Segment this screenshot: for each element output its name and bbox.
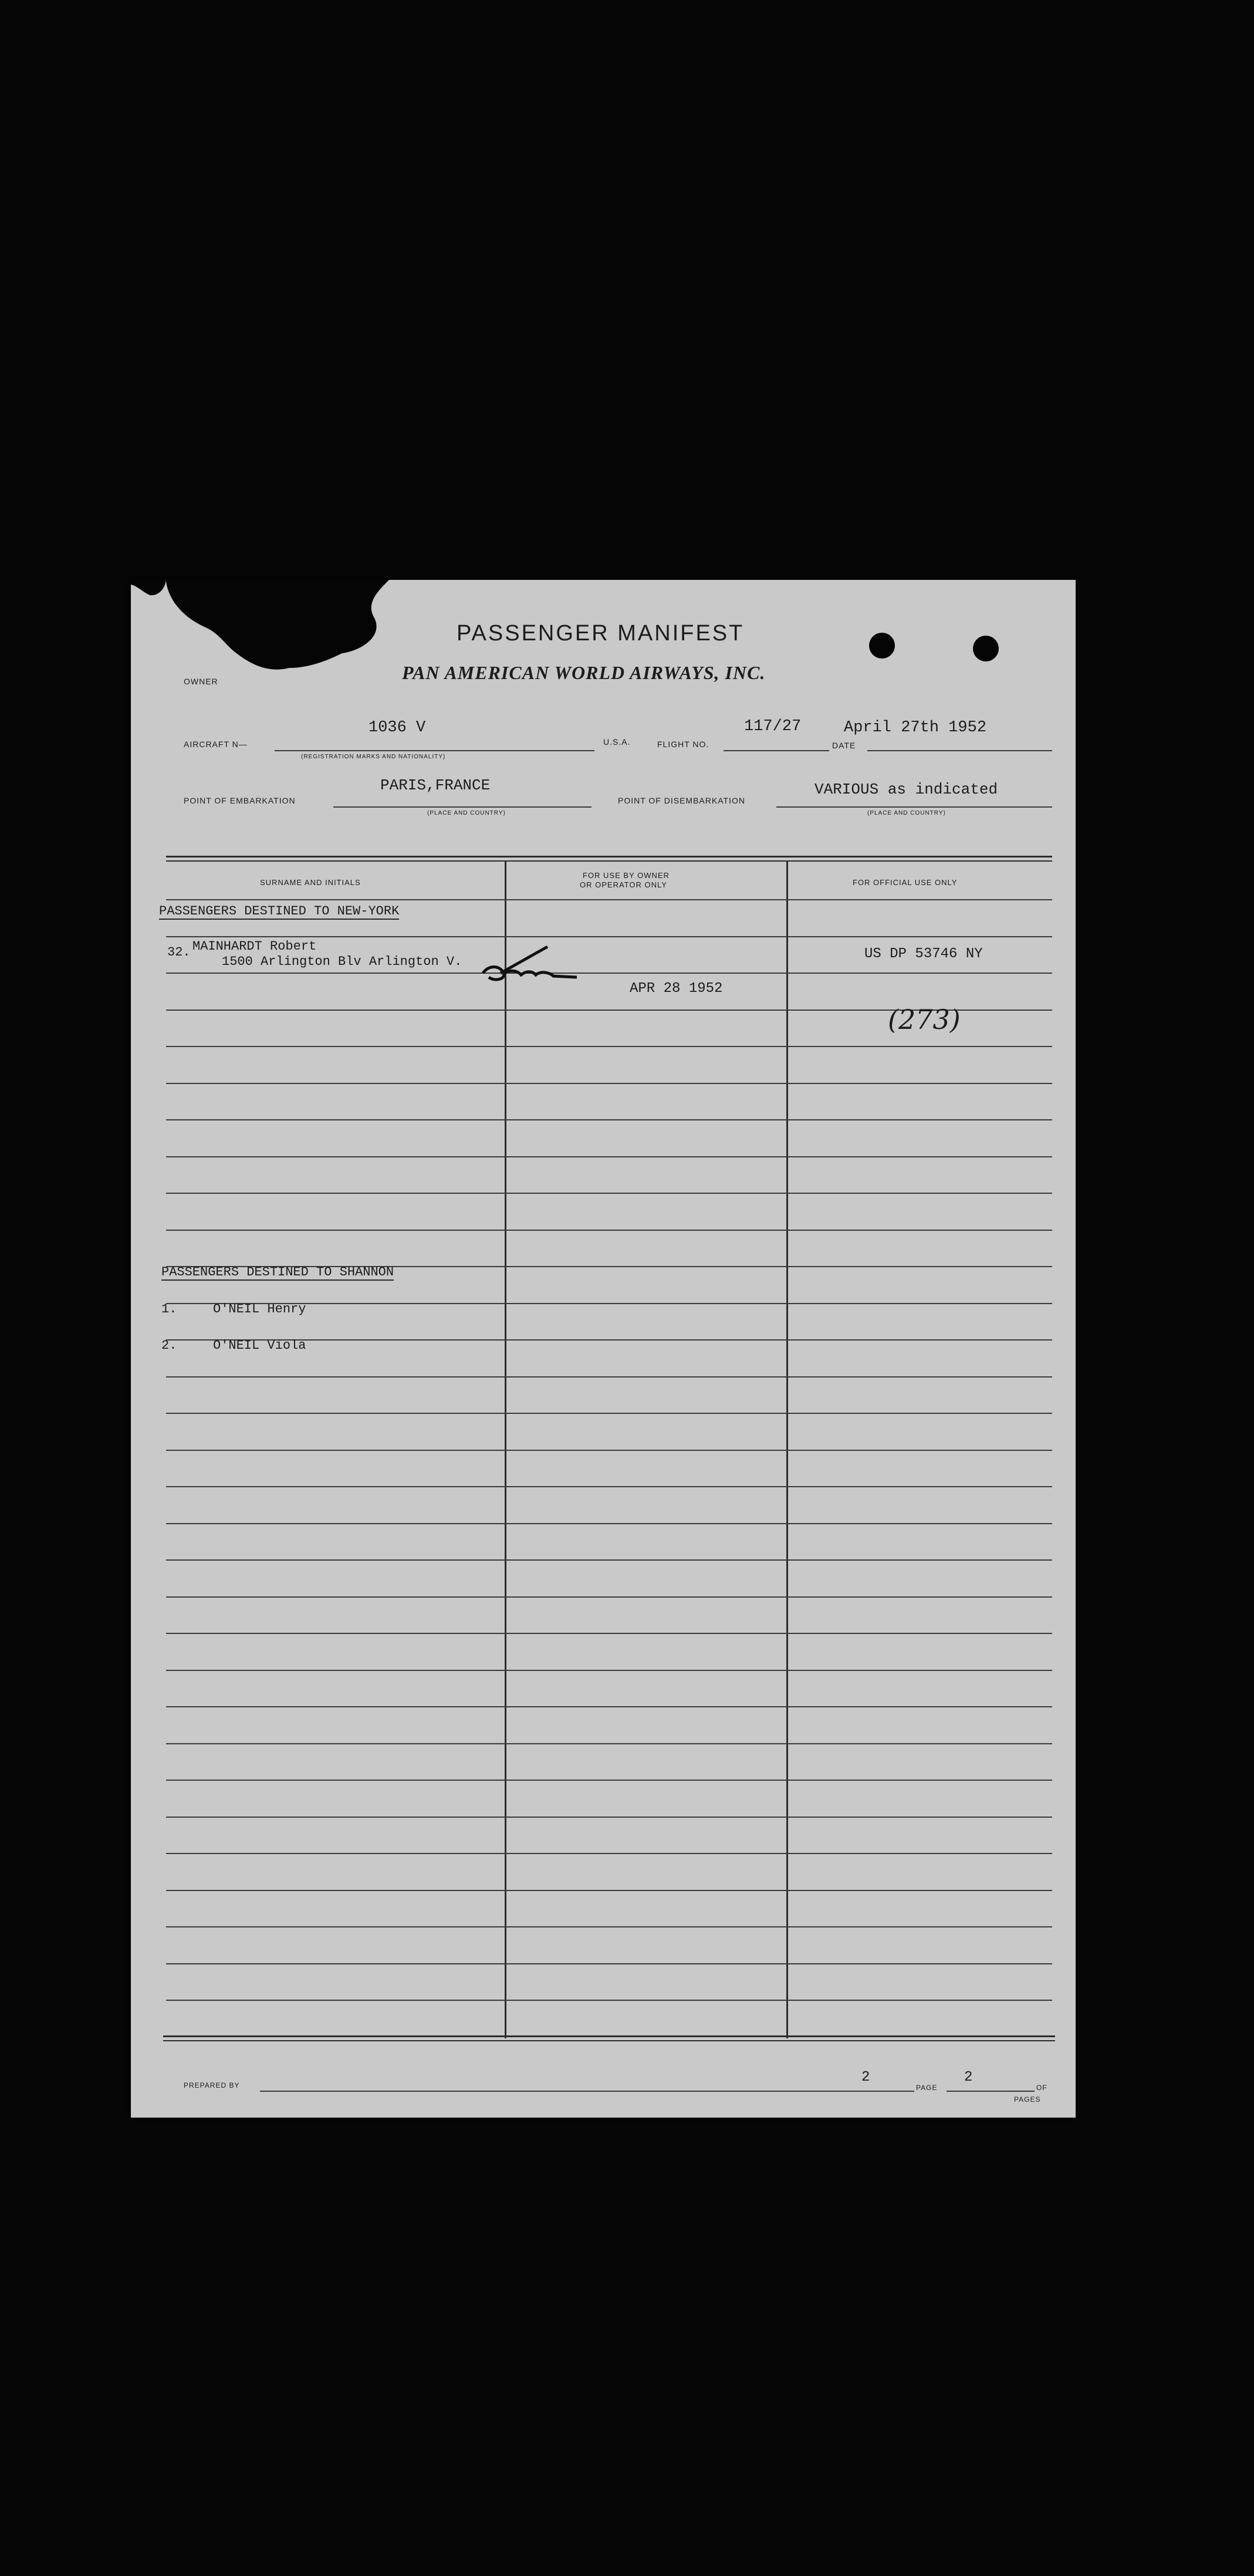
manifest-sheet: [131, 580, 1076, 2118]
ruled-line: [166, 1230, 1052, 1231]
signature: [477, 941, 653, 994]
disembarkation-sublabel: (PLACE AND COUNTRY): [867, 810, 946, 816]
passenger-address: 1500 Arlington Blv Arlington V.: [222, 954, 462, 969]
ruled-line: [166, 1633, 1052, 1634]
column-header-owner-line2: OR OPERATOR ONLY: [580, 880, 667, 889]
owner-label: OWNER: [184, 677, 218, 686]
passenger-number: 2.: [161, 1338, 177, 1353]
date-label: DATE: [832, 741, 856, 750]
torn-corner: [131, 580, 413, 727]
stamp-date: APR 28 1952: [630, 981, 723, 997]
disembarkation-label: POINT OF DISEMBARKATION: [618, 796, 745, 805]
document-title: PASSENGER MANIFEST: [457, 621, 745, 646]
column-header-owner-line1: FOR USE BY OWNER: [583, 871, 670, 880]
passenger-name: O'NEIL Henry: [213, 1302, 306, 1316]
aircraft-value: 1036 V: [369, 719, 426, 737]
ruled-line: [166, 1046, 1052, 1047]
ruled-line: [166, 1083, 1052, 1084]
ruled-line: [166, 936, 1052, 937]
punch-hole: [869, 633, 895, 659]
ruled-line: [166, 1596, 1052, 1598]
page-number: 2: [861, 2069, 870, 2085]
ruled-line: [166, 1963, 1052, 1964]
column-header-surname: SURNAME AND INITIALS: [260, 878, 361, 887]
ruled-line: [166, 1486, 1052, 1487]
prepared-by-label: PREPARED BY: [184, 2081, 240, 2089]
ruled-line: [166, 1523, 1052, 1524]
column-header-official: FOR OFFICIAL USE ONLY: [853, 878, 958, 887]
ruled-line: [166, 1193, 1052, 1194]
aircraft-label: AIRCRAFT N—: [184, 740, 248, 749]
embarkation-sublabel: (PLACE AND COUNTRY): [427, 810, 506, 816]
ruled-line: [166, 1450, 1052, 1451]
country-label: U.S.A.: [603, 737, 631, 747]
ruled-line: [166, 1670, 1052, 1671]
passenger-number: 1.: [161, 1302, 177, 1316]
ruled-line: [166, 1559, 1052, 1561]
section-heading-new-york: PASSENGERS DESTINED TO NEW-YORK: [159, 904, 400, 919]
page-label: PAGE: [916, 2084, 938, 2092]
aircraft-sublabel: (REGISTRATION MARKS AND NATIONALITY): [301, 754, 446, 760]
company-name: PAN AMERICAN WORLD AIRWAYS, INC.: [402, 662, 766, 683]
pages-label: PAGES: [1014, 2095, 1041, 2104]
passenger-name: MAINHARDT Robert: [192, 939, 317, 954]
ruled-line: [166, 1743, 1052, 1744]
official-reference: US DP 53746 NY: [864, 946, 983, 962]
date-value: April 27th 1952: [844, 719, 987, 737]
ruled-line: [166, 1706, 1052, 1707]
ruled-line: [166, 1853, 1052, 1854]
page-total: 2: [964, 2069, 973, 2085]
ruled-line: [166, 1119, 1052, 1120]
flight-value: 117/27: [744, 718, 802, 735]
of-label: OF: [1036, 2084, 1047, 2092]
ruled-line: [166, 1890, 1052, 1891]
section-heading-shannon: PASSENGERS DESTINED TO SHANNON: [161, 1265, 394, 1279]
ruled-line: [166, 2000, 1052, 2001]
ruled-line: [166, 1817, 1052, 1818]
embarkation-label: POINT OF EMBARKATION: [184, 796, 296, 805]
passenger-number: 32.: [167, 945, 191, 960]
embarkation-value: PARIS,FRANCE: [380, 776, 491, 794]
handwritten-note: (273): [888, 1004, 961, 1035]
ruled-line: [166, 1926, 1052, 1927]
flight-label: FLIGHT NO.: [657, 740, 709, 749]
punch-hole: [973, 636, 999, 661]
ruled-line: [166, 1413, 1052, 1414]
ruled-line: [166, 899, 1052, 900]
ruled-line: [166, 1376, 1052, 1378]
ruled-line: [166, 1780, 1052, 1781]
passenger-name: O'NEIL Viola: [213, 1338, 306, 1353]
disembarkation-value: VARIOUS as indicated: [814, 781, 998, 798]
ruled-line: [166, 1156, 1052, 1157]
